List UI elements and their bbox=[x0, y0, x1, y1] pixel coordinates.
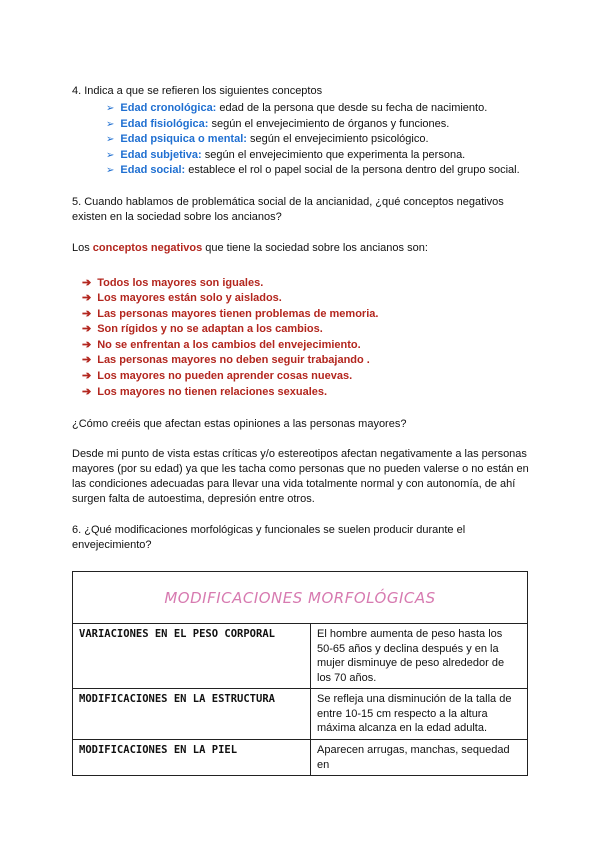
negative-concept-item bbox=[82, 385, 532, 401]
concept-item bbox=[106, 132, 532, 148]
concept-item bbox=[106, 117, 532, 133]
negative-concepts-intro bbox=[72, 241, 532, 256]
table-title: MODIFICACIONES MORFOLÓGICAS bbox=[73, 572, 528, 624]
concept-desc: según el envejecimiento psicológico. bbox=[246, 133, 429, 145]
intro-prefix: Los bbox=[72, 241, 93, 254]
question-5: 5. Cuando hablamos de problemática social de la ancianidad, ¿qué conceptos negativos existen en la sociedad sobre los ancianos? bbox=[72, 195, 504, 223]
table-row bbox=[73, 689, 528, 740]
arrow-right-icon: ➔ bbox=[82, 354, 92, 367]
arrow-right-icon: ➔ bbox=[82, 276, 92, 289]
row-text: Se refleja una disminución de la talla de entre 10-15 cm respecto a la altura máxima alcanza en la edad adulta. bbox=[311, 689, 528, 740]
negative-concept-text: Los mayores no pueden aprender cosas nuevas. bbox=[97, 370, 353, 383]
concept-desc: establece el rol o papel social de la persona dentro del grupo social. bbox=[185, 164, 520, 176]
concept-term: Edad psiquica o mental: bbox=[120, 133, 247, 145]
morphological-changes-table bbox=[72, 571, 528, 776]
negative-concept-text: Las personas mayores tienen problemas de memoria. bbox=[97, 307, 379, 320]
intro-term: conceptos negativos bbox=[92, 241, 203, 254]
concept-term: Edad cronológica: bbox=[120, 102, 217, 114]
intro-suffix: que tiene la sociedad sobre los ancianos son: bbox=[202, 241, 428, 254]
negative-concept-text: No se enfrentan a los cambios del envejecimiento. bbox=[97, 338, 361, 351]
table-title-row bbox=[73, 572, 528, 624]
arrow-bullet-icon: ➢ bbox=[106, 149, 115, 161]
question-4-title: 4. Indica a que se refieren los siguientes conceptos bbox=[72, 85, 323, 97]
row-label: MODIFICACIONES EN LA ESTRUCTURA bbox=[73, 689, 311, 740]
arrow-right-icon: ➔ bbox=[82, 323, 92, 336]
table-row bbox=[73, 740, 528, 776]
arrow-right-icon: ➔ bbox=[82, 307, 92, 320]
negative-concept-item bbox=[82, 322, 532, 338]
concept-term: Edad fisiológica: bbox=[120, 117, 209, 130]
concept-item bbox=[106, 163, 532, 179]
concepts-list bbox=[72, 101, 532, 179]
arrow-bullet-icon: ➢ bbox=[106, 134, 115, 145]
negative-concept-text: Los mayores no tienen relaciones sexuales. bbox=[97, 385, 328, 398]
row-label: MODIFICACIONES EN LA PIEL bbox=[73, 740, 311, 776]
negative-concept-item bbox=[82, 353, 532, 369]
concept-item bbox=[106, 148, 532, 164]
document-page bbox=[72, 84, 532, 553]
negative-concept-text: Las personas mayores no deben seguir trabajando . bbox=[97, 354, 370, 367]
arrow-right-icon: ➔ bbox=[82, 385, 92, 398]
concept-desc: según el envejecimiento de órganos y funciones. bbox=[208, 117, 450, 130]
concept-desc: según el envejecimiento que experimenta la persona. bbox=[201, 148, 466, 161]
arrow-right-icon: ➔ bbox=[82, 292, 92, 305]
negative-concepts-list bbox=[72, 276, 532, 401]
opinion-answer: Desde mi punto de vista estas críticas y/o estereotipos afectan negativamente a las personas mayores (por su edad) ya que les tacha como personas que no pueden valerse o no están en las condiciones adecuadas para llevar una vida totalmente normal y con autonomía, de ahí surgen falta de autoestima, depresión entre otros. bbox=[72, 448, 529, 506]
row-text: El hombre aumenta de peso hasta los 50-65 años y declina después y en la mujer disminuye de peso alrededor de los 70 años. bbox=[311, 624, 528, 689]
concept-desc: edad de la persona que desde su fecha de nacimiento. bbox=[216, 102, 488, 114]
negative-concept-text: Los mayores están solo y aislados. bbox=[97, 292, 282, 305]
negative-concept-text: Son rígidos y no se adaptan a los cambios. bbox=[97, 323, 323, 336]
negative-concept-text: Todos los mayores son iguales. bbox=[97, 276, 264, 289]
arrow-right-icon: ➔ bbox=[82, 370, 92, 383]
row-label: VARIACIONES EN EL PESO CORPORAL bbox=[73, 624, 311, 689]
arrow-bullet-icon: ➢ bbox=[106, 118, 115, 130]
arrow-right-icon: ➔ bbox=[82, 338, 92, 351]
negative-concept-item bbox=[82, 276, 532, 292]
negative-concept-item bbox=[82, 338, 532, 354]
table-row bbox=[73, 624, 528, 689]
negative-concept-item bbox=[82, 369, 532, 385]
question-6: 6. ¿Qué modificaciones morfológicas y funcionales se suelen producir durante el envejecimiento? bbox=[72, 524, 466, 552]
opinion-question: ¿Cómo creéis que afectan estas opiniones a las personas mayores? bbox=[72, 418, 407, 431]
concept-item bbox=[106, 101, 532, 117]
concept-term: Edad social: bbox=[120, 164, 186, 176]
arrow-bullet-icon: ➢ bbox=[106, 103, 115, 114]
negative-concept-item bbox=[82, 291, 532, 307]
row-text: Aparecen arrugas, manchas, sequedad en bbox=[311, 740, 528, 776]
concept-term: Edad subjetiva: bbox=[120, 148, 202, 161]
negative-concept-item bbox=[82, 307, 532, 323]
arrow-bullet-icon: ➢ bbox=[106, 165, 115, 176]
